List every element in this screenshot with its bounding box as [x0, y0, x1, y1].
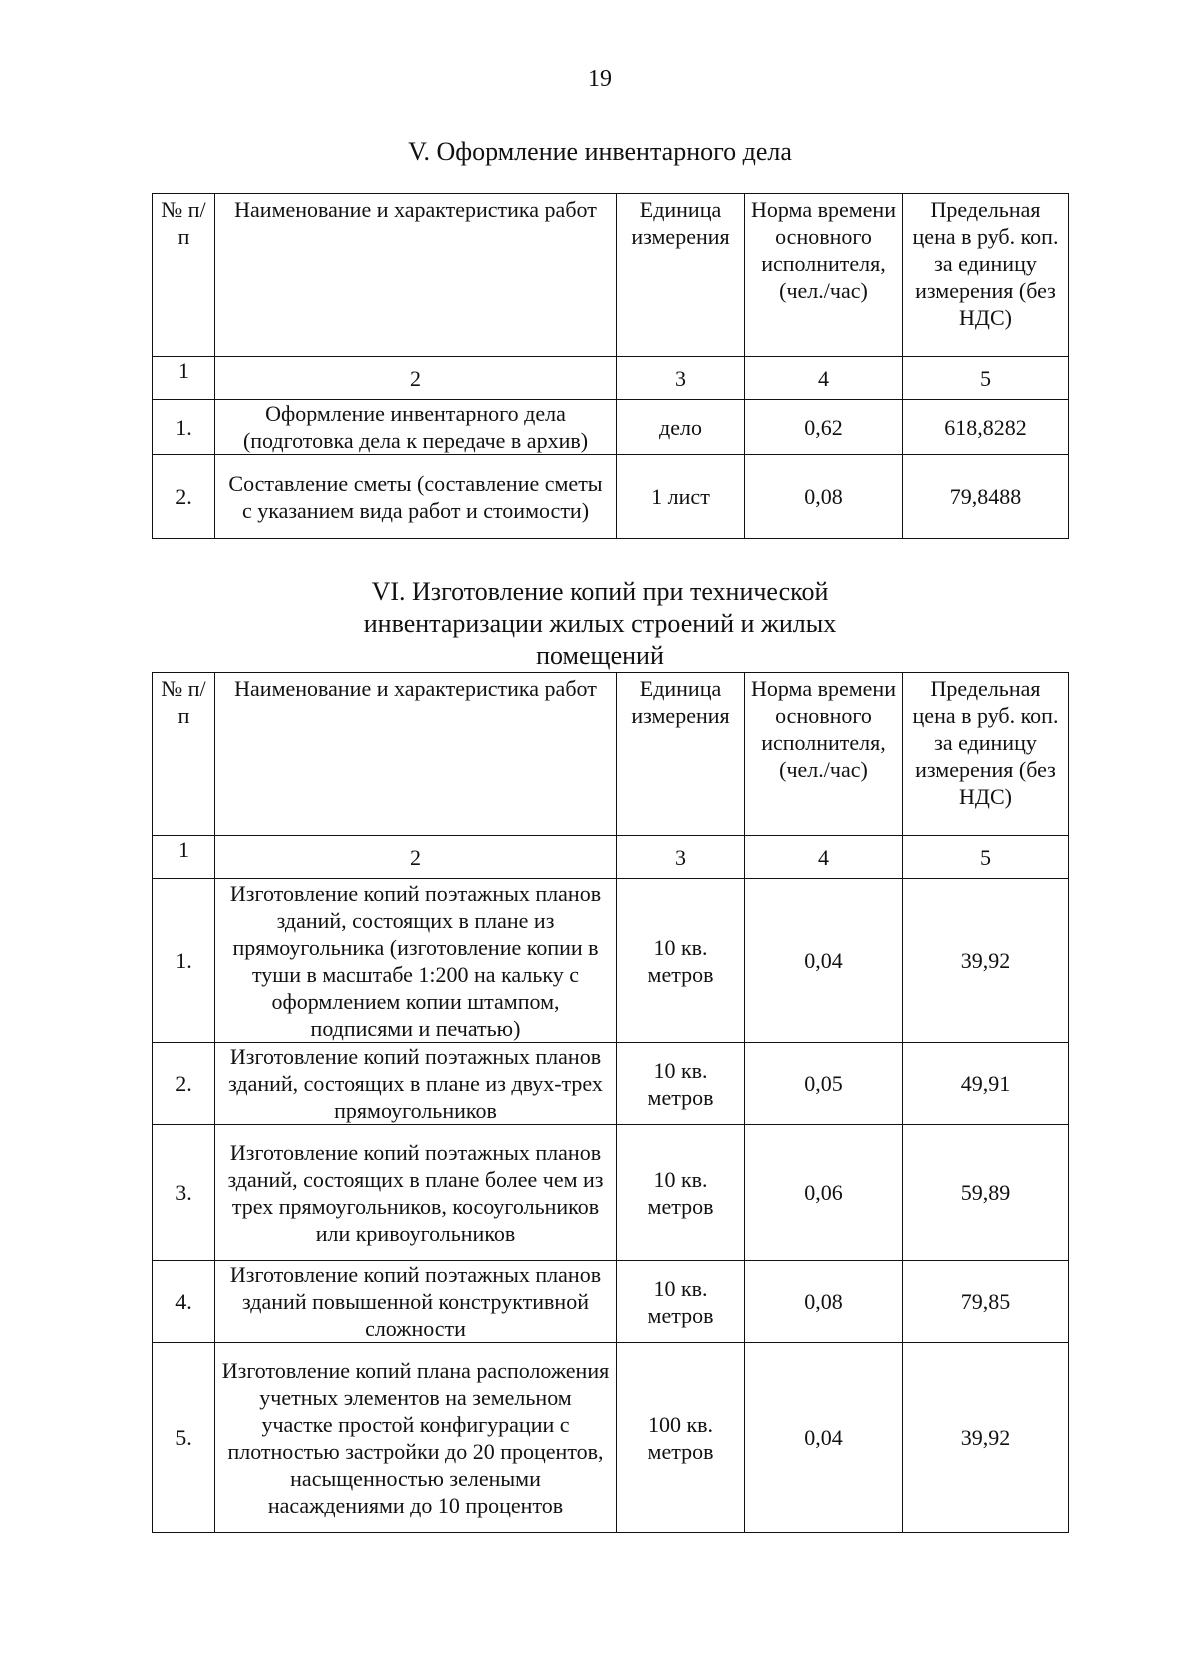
- header-unit: Единица измерения: [617, 673, 745, 836]
- row-price: 79,8488: [903, 455, 1069, 539]
- page-number: 19: [588, 66, 612, 92]
- header-number: № п/п: [153, 673, 215, 836]
- column-number: 2: [215, 357, 617, 400]
- row-norm: 0,08: [745, 455, 903, 539]
- section-title-v: V. Оформление инвентарного дела: [408, 137, 792, 166]
- row-price: 39,92: [903, 1343, 1069, 1533]
- row-unit: 10 кв. метров: [617, 879, 745, 1043]
- table-header-row: [153, 673, 1069, 836]
- column-number: 1: [153, 357, 215, 400]
- table-row: [153, 1043, 1069, 1125]
- header-name: Наименование и характеристика работ: [215, 194, 617, 357]
- table-row: [153, 400, 1069, 455]
- row-price: 49,91: [903, 1043, 1069, 1125]
- row-name: Составление сметы (составление сметы с указанием вида работ и стоимости): [215, 455, 617, 539]
- column-number: 5: [903, 357, 1069, 400]
- column-number-row: [153, 836, 1069, 879]
- row-unit: 10 кв. метров: [617, 1043, 745, 1125]
- row-norm: 0,04: [745, 879, 903, 1043]
- table-header-row: [153, 194, 1069, 357]
- table-row: [153, 1261, 1069, 1343]
- row-name: Изготовление копий поэтажных планов зданий, состоящих в плане более чем из трех прямоугольников, косоугольников или кривоугольников: [215, 1125, 617, 1261]
- row-unit: 100 кв. метров: [617, 1343, 745, 1533]
- table-row: [153, 879, 1069, 1043]
- table-section-vi: [152, 672, 1069, 1533]
- row-norm: 0,06: [745, 1125, 903, 1261]
- table-row: [153, 1343, 1069, 1533]
- row-unit: 1 лист: [617, 455, 745, 539]
- row-number: 1.: [153, 879, 215, 1043]
- header-name: Наименование и характеристика работ: [215, 673, 617, 836]
- row-norm: 0,05: [745, 1043, 903, 1125]
- row-number: 4.: [153, 1261, 215, 1343]
- row-name: Изготовление копий поэтажных планов зданий, состоящих в плане из двух-трех прямоугольников: [215, 1043, 617, 1125]
- row-unit: 10 кв. метров: [617, 1125, 745, 1261]
- header-number: № п/п: [153, 194, 215, 357]
- header-price: Предельная цена в руб. коп. за единицу измерения (без НДС): [903, 194, 1069, 357]
- section-title-vi: VI. Изготовление копий при технической инвентаризации жилых строений и жилых помещений: [363, 577, 837, 670]
- column-number-row: [153, 357, 1069, 400]
- column-number: 5: [903, 836, 1069, 879]
- row-number: 1.: [153, 400, 215, 455]
- row-name: Изготовление копий плана расположения учетных элементов на земельном участке простой конфигурации с плотностью застройки до 20 процентов, насыщенностью зелеными насаждениями до 10 процентов: [215, 1343, 617, 1533]
- row-number: 5.: [153, 1343, 215, 1533]
- row-norm: 0,04: [745, 1343, 903, 1533]
- row-name: Оформление инвентарного дела (подготовка дела к передаче в архив): [215, 400, 617, 455]
- column-number: 4: [745, 357, 903, 400]
- header-unit: Единица измерения: [617, 194, 745, 357]
- row-number: 2.: [153, 1043, 215, 1125]
- header-norm: Норма времени основного исполнителя, (чел./час): [745, 194, 903, 357]
- row-norm: 0,62: [745, 400, 903, 455]
- row-norm: 0,08: [745, 1261, 903, 1343]
- column-number: 2: [215, 836, 617, 879]
- row-unit: дело: [617, 400, 745, 455]
- row-name: Изготовление копий поэтажных планов зданий, состоящих в плане из прямоугольника (изготовление копии в туши в масштабе 1:200 на кальку с оформлением копии штампом, подписями и печатью): [215, 879, 617, 1043]
- table-row: [153, 455, 1069, 539]
- column-number: 3: [617, 836, 745, 879]
- table-row: [153, 1125, 1069, 1261]
- row-unit: 10 кв. метров: [617, 1261, 745, 1343]
- row-number: 2.: [153, 455, 215, 539]
- header-norm: Норма времени основного исполнителя, (чел./час): [745, 673, 903, 836]
- column-number: 3: [617, 357, 745, 400]
- row-price: 39,92: [903, 879, 1069, 1043]
- row-number: 3.: [153, 1125, 215, 1261]
- column-number: 1: [153, 836, 215, 879]
- header-price: Предельная цена в руб. коп. за единицу измерения (без НДС): [903, 673, 1069, 836]
- column-number: 4: [745, 836, 903, 879]
- row-price: 618,8282: [903, 400, 1069, 455]
- row-price: 59,89: [903, 1125, 1069, 1261]
- row-name: Изготовление копий поэтажных планов зданий повышенной конструктивной сложности: [215, 1261, 617, 1343]
- table-section-v: [152, 193, 1069, 539]
- row-price: 79,85: [903, 1261, 1069, 1343]
